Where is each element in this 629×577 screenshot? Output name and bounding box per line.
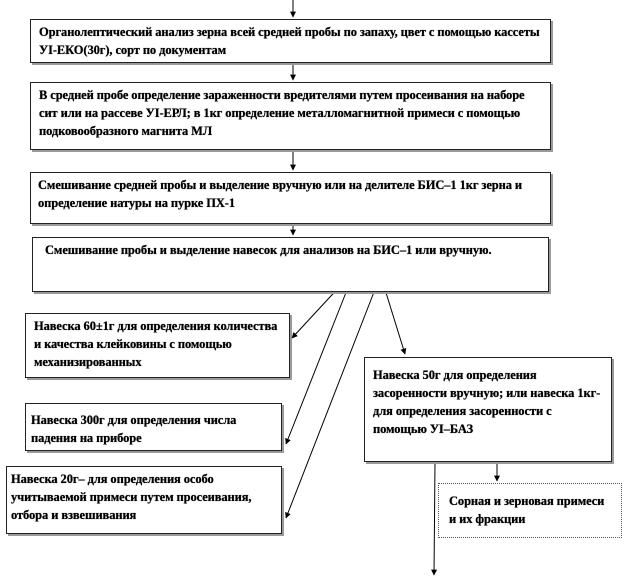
branch-gluten	[25, 313, 290, 378]
branch-impurity-fractions	[438, 483, 622, 538]
step-infestation	[30, 82, 551, 150]
step-mixing-portions	[32, 237, 549, 292]
branch-gluten-text: Навеска 60±1г для определения количества и качества клейковины с помощью механизированных	[34, 319, 278, 370]
step-organoleptic	[30, 19, 551, 63]
branch-falling-number	[25, 403, 282, 451]
arrow-r1-out	[434, 462, 435, 575]
step-mixing-sampling-text: Смешивание средней пробы и выделение вручную или на делителе БИС–1 1кг зерна и определение натуры на пурке ПХ-1	[38, 178, 523, 211]
step-organoleptic-text: Органолептический анализ зерна всей средней пробы по запаху, цвет с помощью кассеты УI-ЕКО(30г), сорт по документам	[39, 25, 540, 58]
step-mixing-sampling	[30, 172, 551, 224]
arrow-s4-r1	[383, 283, 405, 354]
branch-impurity-fractions-text: Сорная и зерновая примеси и их фракции	[449, 494, 605, 527]
branch-contamination	[364, 357, 612, 462]
branch-contamination-text: Навеска 50г для определения засоренности вручную; или навеска 1кг-для определения засоренности с помощью УI–БАЗ	[373, 368, 601, 437]
branch-special-impurity-text: Навеска 20г– для определения особо учитываемой примеси путем просеивания, отбора и взвешивания	[11, 472, 252, 523]
branch-falling-number-text: Навеска 300г для определения числа падения на приборе	[31, 413, 237, 446]
arrow-s4-b1	[292, 284, 342, 338]
step-infestation-text: В средней пробе определение зараженности вредителями путем просеивания на наборе сит или на рассеве УI-ЕРЛ; в 1кг определение металломагнитной примеси с помощью подковообразного магнита МЛ	[39, 88, 525, 139]
step-mixing-portions-text: Смешивание пробы и выделение навесок для анализов на БИС–1 или вручную.	[45, 243, 492, 257]
arrow-s4-b2	[286, 290, 347, 444]
arrow-s4-b3	[286, 292, 374, 518]
branch-special-impurity	[6, 466, 282, 534]
